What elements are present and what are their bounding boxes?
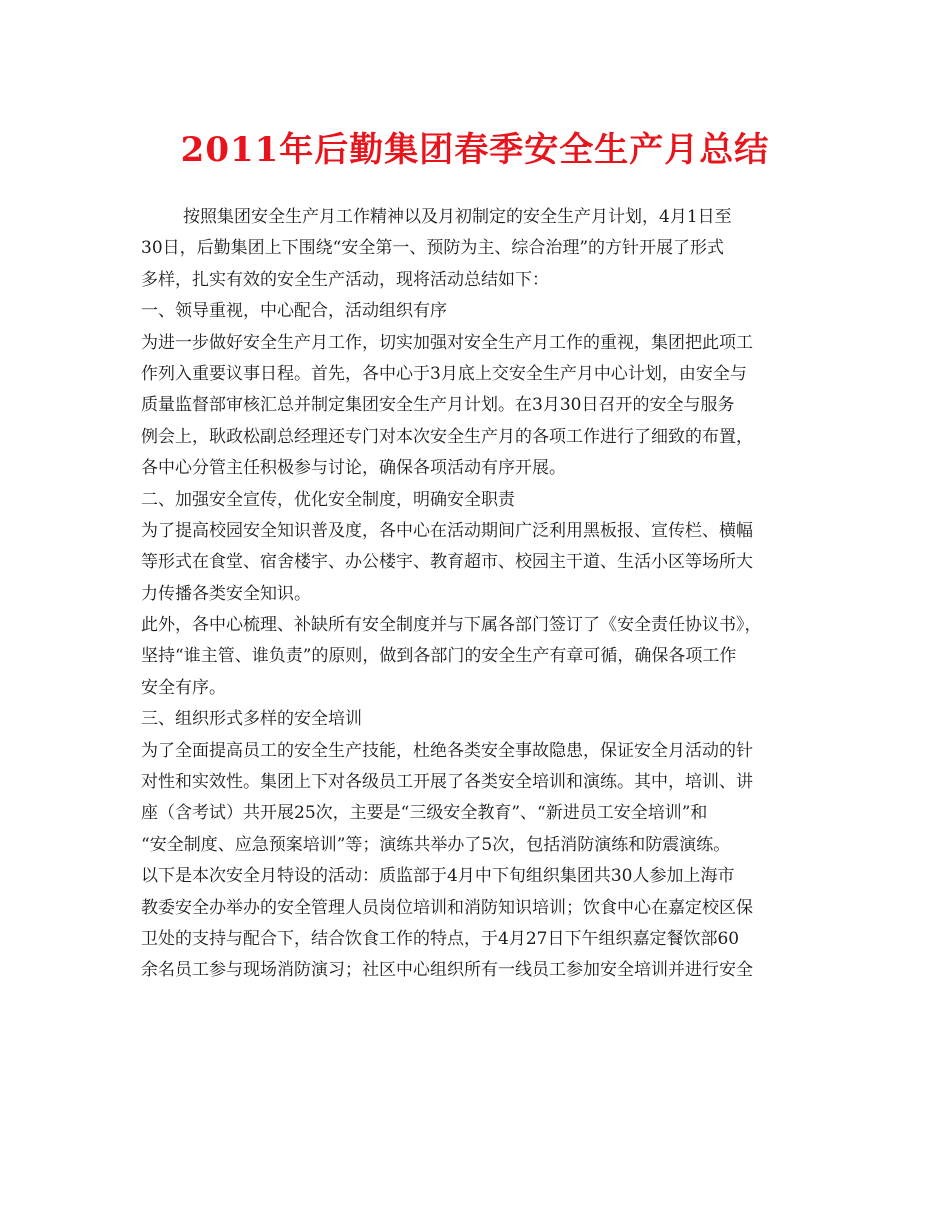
paragraph-line: 卫处的支持与配合下，结合饮食工作的特点，于4月27日下午组织嘉定餐饮部60	[141, 928, 740, 949]
paragraph-line: 力传播各类安全知识。	[141, 583, 311, 604]
paragraph-line: “安全制度、应急预案培训”等；演练共举办了5次，包括消防演练和防震演练。	[141, 834, 731, 855]
section-heading: 一、领导重视，中心配合，活动组织有序	[141, 301, 447, 322]
paragraph-line: 多样，扎实有效的安全生产活动，现将活动总结如下：	[141, 269, 549, 290]
paragraph-line: 此外，各中心梳理、补缺所有安全制度并与下属各部门签订了《安全责任协议书》，	[141, 615, 762, 636]
section-heading: 二、加强安全宣传，优化安全制度，明确安全职责	[141, 489, 515, 510]
document-body	[141, 202, 811, 987]
paragraph-line: 座（含考试）共开展25次，主要是“三级安全教育”、“新进员工安全培训”和	[141, 803, 708, 824]
paragraph-line: 为了提高校园安全知识普及度，各中心在活动期间广泛利用黑板报、宣传栏、横幅	[141, 520, 753, 541]
paragraph-line: 对性和实效性。集团上下对各级员工开展了各类安全培训和演练。其中，培训、讲	[141, 772, 753, 793]
paragraph-line: 为了全面提高员工的安全生产技能，杜绝各类安全事故隐患，保证安全月活动的针	[141, 740, 753, 761]
paragraph-line: 各中心分管主任积极参与讨论，确保各项活动有序开展。	[141, 458, 566, 479]
paragraph-line: 作列入重要议事日程。首先，各中心于3月底上交安全生产月中心计划，由安全与	[141, 363, 747, 384]
paragraph-line: 例会上，耿政松副总经理还专门对本次安全生产月的各项工作进行了细致的布置，	[141, 426, 753, 447]
paragraph-line: 质量监督部审核汇总并制定集团安全生产月计划。在3月30日召开的安全与服务	[141, 395, 735, 416]
paragraph-line: 坚持“谁主管、谁负责”的原则，做到各部门的安全生产有章可循，确保各项工作	[141, 646, 737, 667]
paragraph-line: 余名员工参与现场消防演习；社区中心组织所有一线员工参加安全培训并进行安全	[141, 960, 753, 981]
paragraph-line: 按照集团安全生产月工作精神以及月初制定的安全生产月计划，4月1日至	[183, 207, 732, 227]
paragraph-line: 安全有序。	[141, 677, 226, 698]
paragraph-line: 30日，后勤集团上下围绕“安全第一、预防为主、综合治理”的方针开展了形式	[141, 238, 725, 259]
paragraph-line: 为进一步做好安全生产月工作，切实加强对安全生产月工作的重视，集团把此项工	[141, 332, 753, 353]
document-title: 2011年后勤集团春季安全生产月总结	[180, 130, 770, 170]
paragraph-line: 教委安全办举办的安全管理人员岗位培训和消防知识培训；饮食中心在嘉定校区保	[141, 897, 753, 918]
paragraph-line: 以下是本次安全月特设的活动：质监部于4月中下旬组织集团共30人参加上海市	[141, 866, 735, 887]
section-heading: 三、组织形式多样的安全培训	[141, 709, 362, 730]
paragraph-line: 等形式在食堂、宿舍楼宇、办公楼宇、教育超市、校园主干道、生活小区等场所大	[141, 552, 753, 573]
